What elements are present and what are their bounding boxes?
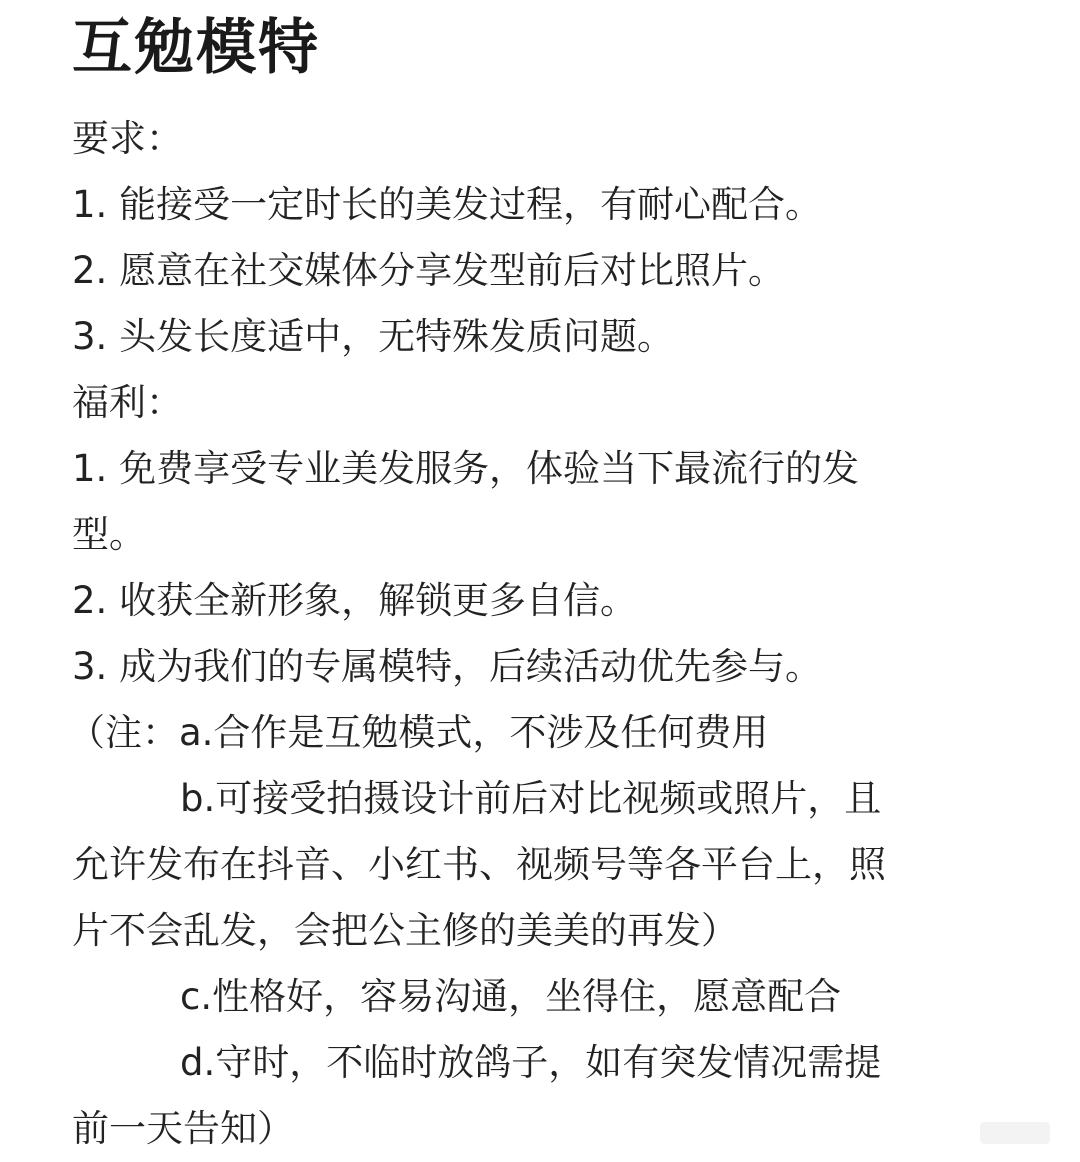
note-c: c.性格好，容易沟通，坐得住，愿意配合 (180, 975, 842, 1018)
page-title: 互勉模特 (72, 13, 320, 83)
note-d-line-1: d.守时，不临时放鸽子，如有突发情况需提 (180, 1041, 882, 1084)
benefit-item-1-continued: 型。 (72, 513, 146, 556)
requirement-item-1: 1. 能接受一定时长的美发过程，有耐心配合。 (72, 183, 823, 226)
note-b-line-1: b.可接受拍摄设计前后对比视频或照片，且 (180, 777, 882, 820)
requirement-item-3: 3. 头发长度适中，无特殊发质问题。 (72, 315, 675, 358)
note-b-line-2: 允许发布在抖音、小红书、视频号等各平台上，照 (72, 843, 886, 886)
note-a: （注：a.合作是互勉模式，不涉及任何费用 (68, 711, 769, 754)
note-d-line-2: 前一天告知） (72, 1107, 294, 1150)
benefits-heading: 福利： (72, 381, 183, 424)
note-b-line-3: 片不会乱发，会把公主修的美美的再发） (72, 909, 738, 952)
requirements-heading: 要求： (72, 117, 183, 160)
benefit-item-2: 2. 收获全新形象，解锁更多自信。 (72, 579, 638, 622)
watermark-mark (980, 1122, 1050, 1144)
benefit-item-3: 3. 成为我们的专属模特，后续活动优先参与。 (72, 645, 823, 688)
post-body (68, 106, 1022, 1162)
requirement-item-2: 2. 愿意在社交媒体分享发型前后对比照片。 (72, 249, 786, 292)
benefit-item-1: 1. 免费享受专业美发服务，体验当下最流行的发 (72, 447, 860, 490)
